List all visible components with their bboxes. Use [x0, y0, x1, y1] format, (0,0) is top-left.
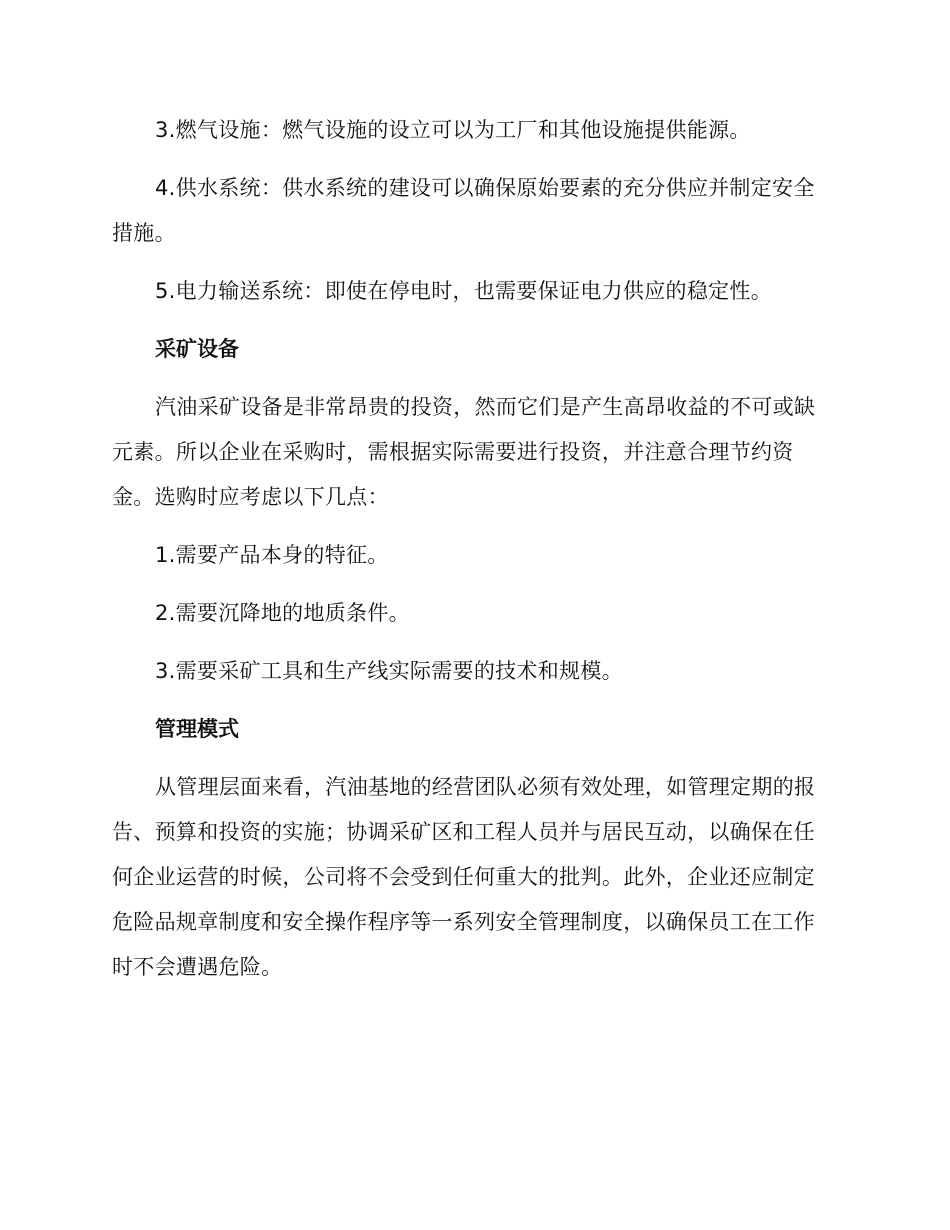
paragraph-point-1: 1.需要产品本身的特征。: [155, 543, 389, 567]
paragraph-gas-facilities: 3.燃气设施：燃气设施的设立可以为工厂和其他设施提供能源。: [155, 118, 751, 142]
paragraph-water-supply: 4.供水系统：供水系统的建设可以确保原始要素的充分供应并制定安全措施。: [112, 176, 815, 245]
paragraph-point-2: 2.需要沉降地的地质条件。: [155, 601, 410, 625]
heading-management-mode: 管理模式: [155, 717, 239, 741]
paragraph-point-3: 3.需要采矿工具和生产线实际需要的技术和规模。: [155, 659, 623, 683]
heading-mining-equipment: 采矿设备: [155, 337, 239, 361]
paragraph-management-body: 从管理层面来看，汽油基地的经营团队必须有效处理，如管理定期的报告、预算和投资的实施；协调采矿区和工程人员并与居民互动，以确保在任何企业运营的时候，公司将不会受到任何重大的批判。此外，企业还应制定危险品规章制度和安全操作程序等一系列安全管理制度，以确保员工在工作时不会遭遇危险。: [112, 775, 816, 979]
document-page: [112, 108, 830, 990]
paragraph-mining-equipment-intro: 汽油采矿设备是非常昂贵的投资，然而它们是产生高昂收益的不可或缺元素。所以企业在采购时，需根据实际需要进行投资，并注意合理节约资金。选购时应考虑以下几点：: [112, 395, 816, 509]
paragraph-power-transmission: 5.电力输送系统：即使在停电时，也需要保证电力供应的稳定性。: [155, 279, 773, 303]
